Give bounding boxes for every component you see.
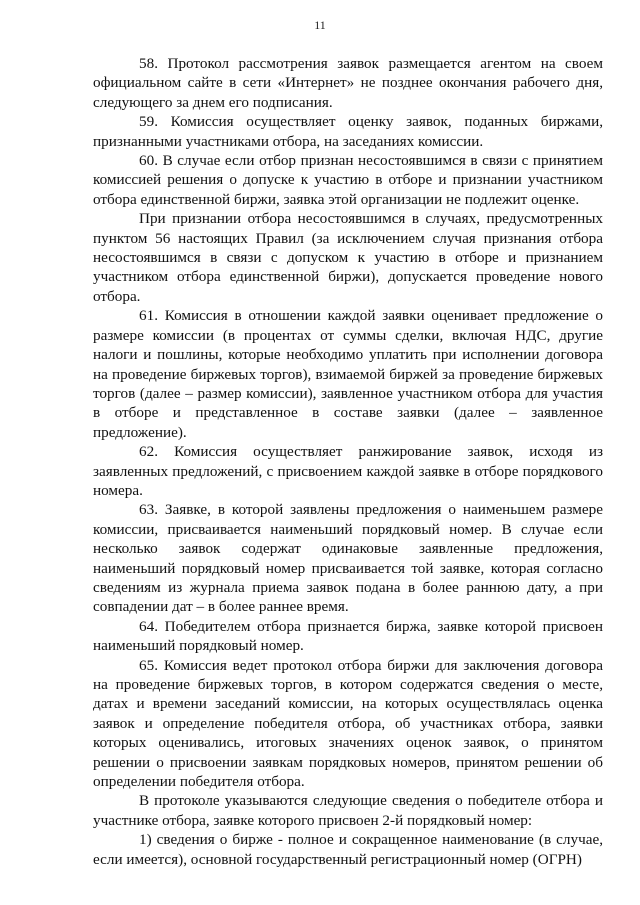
document-body — [93, 54, 603, 869]
paragraph-64: 64. Победителем отбора признается биржа, заявке которой присвоен наименьший порядковый номер. — [93, 617, 603, 655]
page-number: 11 — [314, 18, 326, 32]
paragraph-item-1: 1) сведения о бирже - полное и сокращенное наименование (в случае, если имеется), основной государственный регистрационный номер (ОГРН) — [93, 831, 603, 868]
paragraph-63: 63. Заявке, в которой заявлены предложения о наименьшем размере комиссии, присваивается наименьший порядковый номер. В случае если несколько заявок содержат одинаковые заявленные предложения, наименьший порядковый номер присваивается той заявке, которая согласно сведениям из журнала приема заявок подана в более раннюю дату, а при совпадении дат – в более раннее время. — [93, 501, 603, 616]
paragraph-65: 65. Комиссия ведет протокол отбора биржи для заключения договора на проведение биржевых торгов, в котором содержатся сведения о месте, датах и времени заседаний комиссии, на которых осуществлялась оценка заявок и определение победителя отбора, об участниках отбора, заявки которых оценивались, итоговых значениях оценок заявок, о принятом решении о присвоении заявкам порядковых номеров, принятом решении об определении победителя отбора. — [93, 656, 603, 791]
paragraph-60-continued: При признании отбора несостоявшимся в случаях, предусмотренных пунктом 56 настоящих Правил (за исключением случая признания отбора несостоявшимся в связи с допуском к участию в отборе и признанием участником отбора единственной биржи), допускается проведение нового отбора. — [93, 210, 603, 305]
paragraph-61: 61. Комиссия в отношении каждой заявки оценивает предложение о размере комиссии (в процентах от суммы сделки, включая НДС, другие налоги и пошлины, которые необходимо уплатить при исполнении договора на проведение биржевых торгов), взимаемой биржей за проведение биржевых торгов (далее – размер комиссии), заявленное участником отбора для участия в отборе и представленное в составе заявки (далее – заявленное предложение). — [93, 307, 603, 441]
paragraph-60: 60. В случае если отбор признан несостоявшимся в связи с принятием комиссией решения о допуске к участию в отборе и признании участником отбора единственной биржи, заявка этой организации не подлежит оценке. — [93, 152, 603, 208]
paragraph-protocol-info: В протоколе указываются следующие сведения о победителе отбора и участнике отбора, заявке которого присвоен 2-й порядковый номер: — [93, 792, 603, 829]
paragraph-58: 58. Протокол рассмотрения заявок размещается агентом на своем официальном сайте в сети «Интернет» не позднее окончания рабочего дня, следующего за днем его подписания. — [93, 55, 603, 111]
paragraph-59: 59. Комиссия осуществляет оценку заявок, поданных биржами, признанными участниками отбора, на заседаниях комиссии. — [93, 113, 603, 150]
paragraph-62: 62. Комиссия осуществляет ранжирование заявок, исходя из заявленных предложений, с присвоением каждой заявке в отборе порядкового номера. — [93, 443, 603, 499]
